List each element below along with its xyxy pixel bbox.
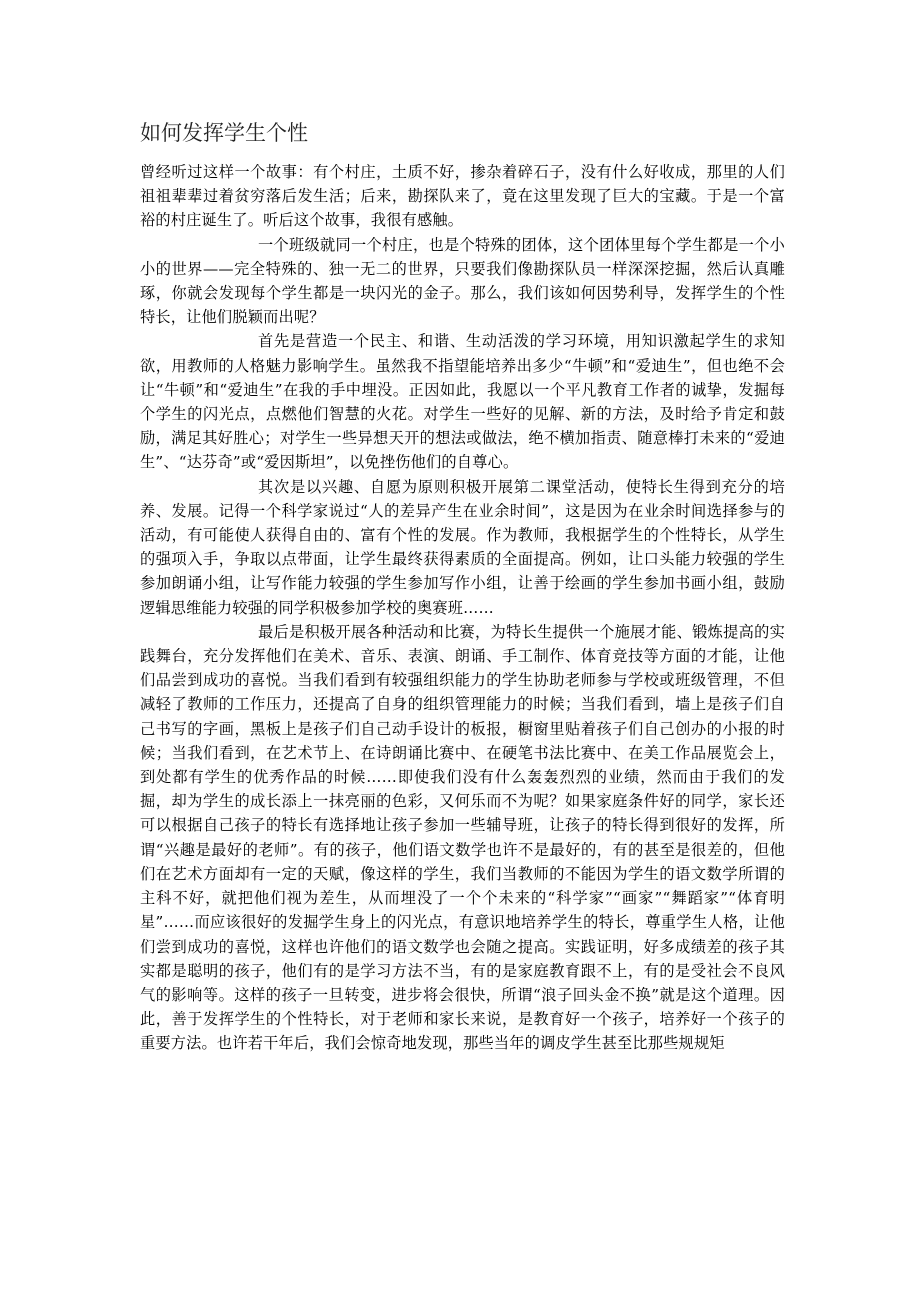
- document-title: 如何发挥学生个性: [140, 121, 308, 145]
- paragraph-second-activities: 其次是以兴趣、自愿为原则积极开展第二课堂活动，使特长生得到充分的培养、发展。记得一个科学家说过“人的差异产生在业余时间”，这是因为在业余时间选择参与的活动，有可能使人获得自由的、富有个性的发展。作为教师，我根据学生的个性特长，从学生的强项入手，争取以点带面，让学生最终获得素质的全面提高。例如，让口头能力较强的学生参加朗诵小组，让写作能力较强的学生参加写作小组，让善于绘画的学生参加书画小组，鼓励逻辑思维能力较强的同学积极参加学校的奥赛班……: [140, 477, 785, 617]
- paragraph-first-environment: 首先是营造一个民主、和谐、生动活泼的学习环境，用知识激起学生的求知欲，用教师的人格魅力影响学生。虽然我不指望能培养出多少“牛顿”和“爱迪生”，但也绝不会让“牛顿”和“爱迪生”在我的手中埋没。正因如此，我愿以一个平凡教育工作者的诚挚，发掘每个学生的闪光点，点燃他们智慧的火花。对学生一些好的见解、新的方法，及时给予肯定和鼓励，满足其好胜心；对学生一些异想天开的想法或做法，绝不横加指责、随意棒打未来的“爱迪生”、“达芬奇”或“爱因斯坦”，以免挫伤他们的自尊心。: [140, 332, 785, 472]
- paragraph-intro-story: 曾经听过这样一个故事：有个村庄，土质不好，掺杂着碎石子，没有什么好收成，那里的人们祖祖辈辈过着贫穷落后发生活；后来，勘探队来了，竟在这里发现了巨大的宝藏。于是一个富裕的村庄诞生了。听后这个故事，我很有感触。: [140, 163, 785, 230]
- paragraph-last-competitions: 最后是积极开展各种活动和比赛，为特长生提供一个施展才能、锻炼提高的实践舞台，充分发挥他们在美术、音乐、表演、朗诵、手工制作、体育竞技等方面的才能，让他们品尝到成功的喜悦。当我们看到有较强组织能力的学生协助老师参与学校或班级管理，不但减轻了教师的工作压力，还提高了自身的组织管理能力的时候；当我们看到，墙上是孩子们自己书写的字画，黑板上是孩子们自己动手设计的板报，橱窗里贴着孩子们自己创办的小报的时候；当我们看到，在艺术节上、在诗朗诵比赛中、在硬笔书法比赛中、在美工作品展览会上，到处都有学生的优秀作品的时候……即使我们没有什么轰轰烈烈的业绩，然而由于我们的发掘，却为学生的成长添上一抹亮丽的色彩，又何乐而不为呢？如果家庭条件好的同学，家长还可以根据自己孩子的特长有选择地让孩子参加一些辅导班，让孩子的特长得到很好的发挥，所谓“兴趣是最好的老师”。有的孩子，他们语文数学也许不是最好的，有的甚至是很差的，但他们在艺术方面却有一定的天赋，像这样的学生，我们当教师的不能因为学生的语文数学所谓的主科不好，就把他们视为差生，从而埋没了一个个未来的“科学家”“画家”“舞蹈家”“体育明星”……而应该很好的发掘学生身上的闪光点，有意识地培养学生的特长，尊重学生人格，让他们尝到成功的喜悦，这样也许他们的语文数学也会随之提高。实践证明，好多成绩差的孩子其实都是聪明的孩子，他们有的是学习方法不当，有的是家庭教育跟不上，有的是受社会不良风气的影响等。这样的孩子一旦转变，进步将会很快，所谓“浪子回头金不换”就是这个道理。因此，善于发挥学生的个性特长，对于老师和家长来说，是教育好一个孩子，培养好一个孩子的重要方法。也许若干年后，我们会惊奇地发现，那些当年的调皮学生甚至比那些规规矩: [140, 622, 785, 1053]
- document-page: [140, 118, 785, 1056]
- paragraph-class-village: 一个班级就同一个村庄，也是个特殊的团体，这个团体里每个学生都是一个小小的世界——完全特殊的、独一无二的世界，只要我们像勘探队员一样深深挖掘，然后认真雕琢，你就会发现每个学生都是一块闪光的金子。那么，我们该如何因势利导，发挥学生的个性特长，让他们脱颖而出呢？: [140, 235, 785, 327]
